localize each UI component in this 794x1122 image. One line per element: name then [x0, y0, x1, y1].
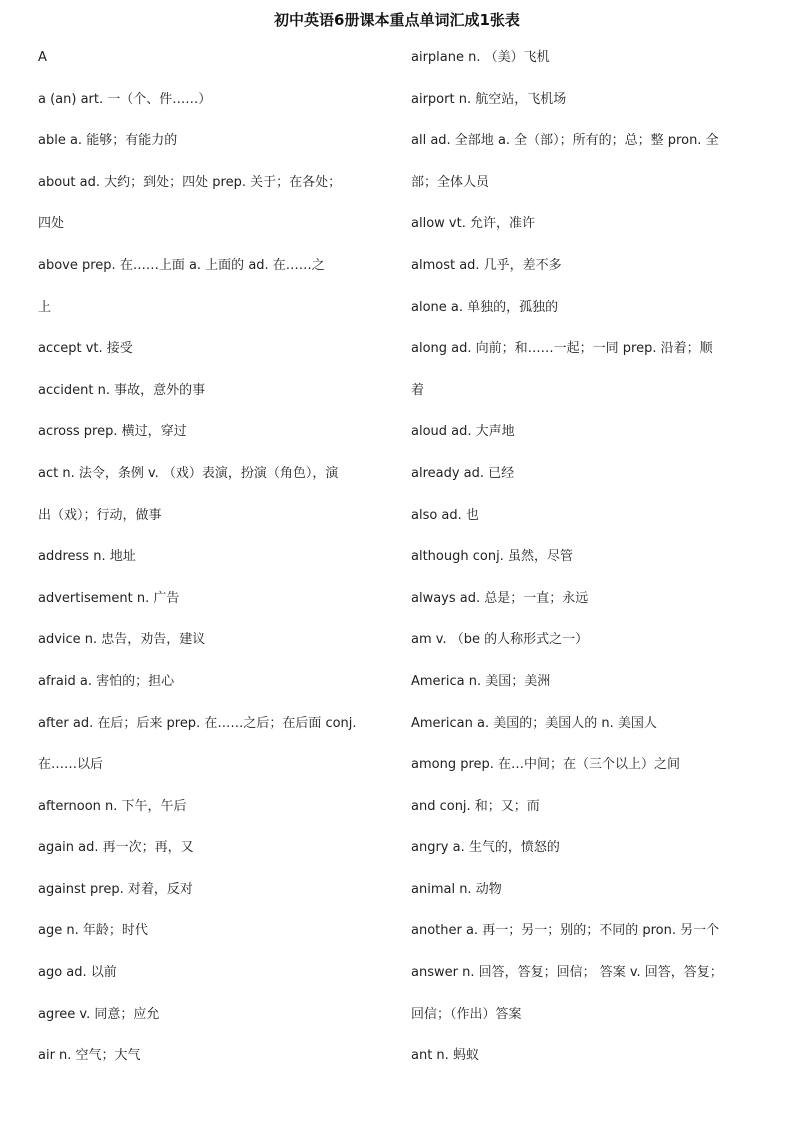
vocab-line: accept vt. 接受	[38, 341, 133, 357]
vocab-line: agree v. 同意；应允	[38, 1006, 160, 1022]
right-column	[411, 42, 763, 1082]
vocab-line: advertisement n. 广告	[38, 590, 180, 606]
vocab-line: ago ad. 以前	[38, 965, 117, 981]
vocab-line: already ad. 已经	[411, 465, 515, 481]
vocab-line: animal n. 动物	[411, 881, 502, 897]
vocab-line: 上	[38, 299, 52, 315]
vocab-line: 着	[411, 382, 425, 398]
vocab-line: another a. 再一；另一；别的；不同的 pron. 另一个	[411, 923, 720, 939]
vocab-line: afternoon n. 下午，午后	[38, 798, 187, 814]
vocab-line: a (an) art. 一（个、件……）	[38, 91, 212, 107]
vocab-line: about ad. 大约；到处；四处 prep. 关于；在各处；	[38, 174, 342, 190]
vocab-line: A	[38, 50, 47, 65]
vocab-line: address n. 地址	[38, 549, 136, 565]
vocab-line: advice n. 忠告，劝告，建议	[38, 632, 206, 648]
vocab-line: act n. 法令，条例 v. （戏）表演，扮演（角色），演	[38, 465, 339, 481]
vocab-line: aloud ad. 大声地	[411, 424, 515, 440]
vocab-line: America n. 美国；美洲	[411, 673, 551, 689]
vocab-line: age n. 年龄；时代	[38, 923, 148, 939]
vocab-line: above prep. 在……上面 a. 上面的 ad. 在……之	[38, 257, 325, 273]
vocab-line: 出（戏）；行动，做事	[38, 507, 162, 523]
vocab-line: along ad. 向前；和……一起；一同 prep. 沿着；顺	[411, 341, 713, 357]
vocab-line: all ad. 全部地 a. 全（部）；所有的；总；整 pron. 全	[411, 133, 719, 149]
vocab-line: among prep. 在…中间；在（三个以上）之间	[411, 757, 681, 773]
vocab-line: allow vt. 允许，准许	[411, 216, 535, 232]
vocab-line: again ad. 再一次；再，又	[38, 840, 194, 856]
vocab-line: ant n. 蚂蚁	[411, 1048, 479, 1064]
vocab-line: able a. 能够；有能力的	[38, 133, 178, 149]
vocab-line: across prep. 横过，穿过	[38, 424, 187, 440]
vocab-line: American a. 美国的；美国人的 n. 美国人	[411, 715, 657, 731]
vocab-line: although conj. 虽然，尽管	[411, 549, 573, 565]
vocab-line: against prep. 对着，反对	[38, 881, 193, 897]
vocab-line: airplane n. （美）飞机	[411, 50, 550, 65]
vocab-line: alone a. 单独的，孤独的	[411, 299, 559, 315]
vocab-line: 部；全体人员	[411, 174, 490, 190]
vocab-line: 四处	[38, 216, 65, 232]
vocab-line: also ad. 也	[411, 507, 479, 523]
vocab-line: always ad. 总是；一直；永远	[411, 590, 589, 606]
left-column	[38, 42, 388, 1082]
vocab-line: 回信；（作出）答案	[411, 1006, 522, 1022]
vocab-line: angry a. 生气的，愤怒的	[411, 840, 560, 856]
vocab-line: air n. 空气；大气	[38, 1048, 141, 1064]
vocab-line: afraid a. 害怕的；担心	[38, 673, 175, 689]
vocab-line: answer n. 回答，答复；回信； 答案 v. 回答，答复；	[411, 965, 723, 981]
vocab-line: airport n. 航空站，飞机场	[411, 91, 567, 107]
vocab-line: 在……以后	[38, 757, 104, 773]
vocab-line: am v. （be 的人称形式之一）	[411, 632, 589, 648]
page-title: 初中英语6册课本重点单词汇成1张表	[274, 11, 520, 29]
vocab-line: after ad. 在后；后来 prep. 在……之后；在后面 conj.	[38, 715, 357, 731]
vocab-line: accident n. 事故，意外的事	[38, 382, 206, 398]
vocab-line: almost ad. 几乎，差不多	[411, 257, 562, 273]
vocab-line: and conj. 和；又；而	[411, 798, 540, 814]
